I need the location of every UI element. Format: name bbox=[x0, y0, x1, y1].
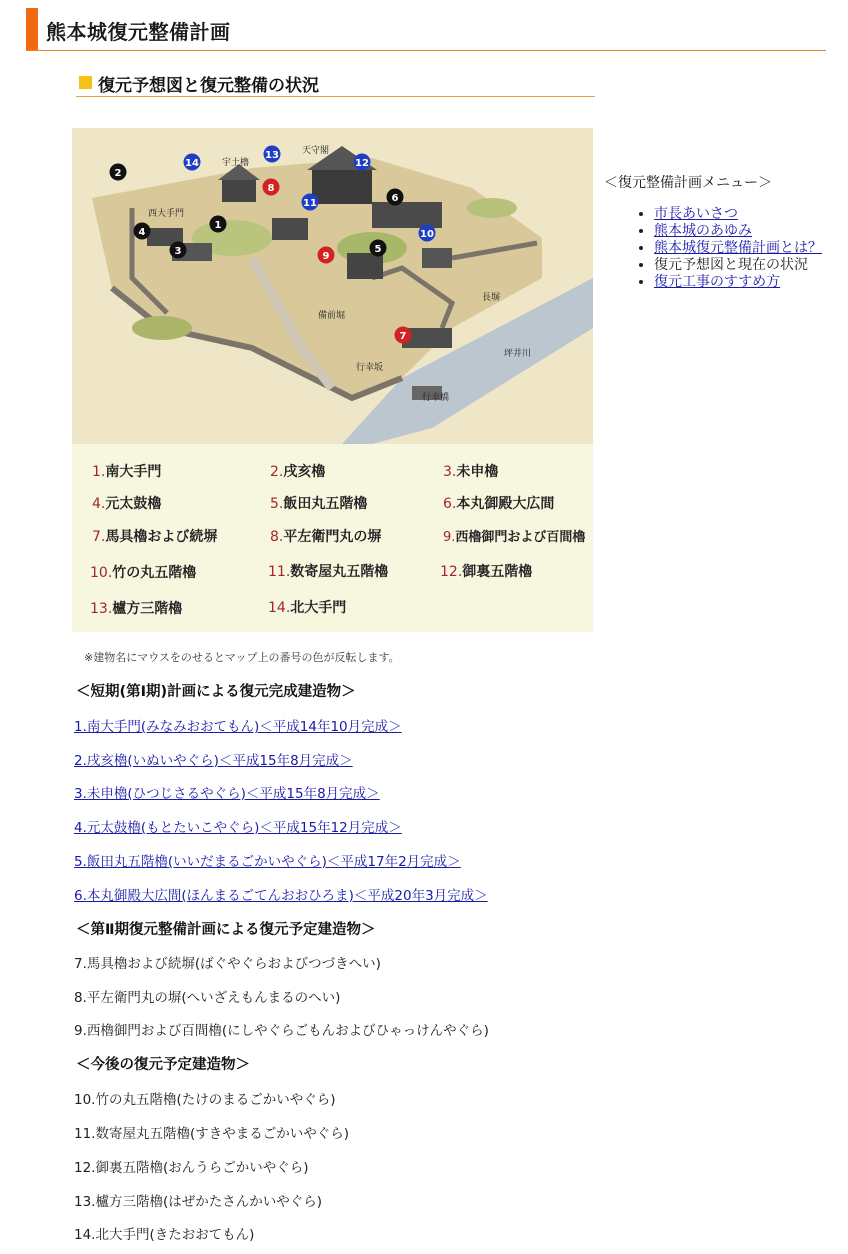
svg-text:14: 14 bbox=[185, 158, 199, 169]
svg-text:2: 2 bbox=[114, 168, 122, 179]
legend-item[interactable]: 8.平左衛門丸の塀 bbox=[270, 529, 382, 545]
legend-item[interactable]: 10.竹の丸五階櫓 bbox=[90, 565, 197, 581]
map-label-tsuboigawa: 坪井川 bbox=[504, 349, 532, 359]
building-item: 14.北大手門(きたおおてもん) bbox=[74, 1227, 255, 1243]
legend-item[interactable]: 12.御裏五階櫓 bbox=[440, 564, 533, 580]
legend-item[interactable]: 6.本丸御殿大広間 bbox=[443, 496, 555, 512]
map-marker-11 bbox=[302, 194, 319, 211]
svg-text:3: 3 bbox=[174, 246, 182, 257]
building-link[interactable]: 3.未申櫓(ひつじさるやぐら)＜平成15年8月完成＞ bbox=[74, 786, 380, 802]
page-title: 熊本城復元整備計画 bbox=[46, 20, 231, 44]
map-marker-9 bbox=[318, 247, 335, 264]
map-marker-13 bbox=[264, 146, 281, 163]
group-heading-future: ＜今後の復元予定建造物＞ bbox=[76, 1057, 250, 1073]
menu-link-greeting[interactable]: 市長あいさつ bbox=[654, 206, 738, 222]
building-link[interactable]: 4.元太鼓櫓(もとたいこやぐら)＜平成15年12月完成＞ bbox=[74, 820, 402, 836]
building-item: 12.御裏五階櫓(おんうらごかいやぐら) bbox=[74, 1160, 309, 1176]
side-menu-item[interactable] bbox=[654, 274, 824, 291]
legend-item[interactable]: 13.櫨方三階櫓 bbox=[90, 601, 183, 617]
map-label-nishiotemon: 西大手門 bbox=[148, 209, 185, 219]
building-link[interactable]: 2.戌亥櫓(いぬいやぐら)＜平成15年8月完成＞ bbox=[74, 753, 353, 769]
svg-text:13: 13 bbox=[265, 150, 279, 161]
building-item: 11.数寄屋丸五階櫓(すきやまるごかいやぐら) bbox=[74, 1126, 350, 1142]
svg-text:1: 1 bbox=[214, 220, 222, 231]
svg-text:5: 5 bbox=[374, 244, 382, 255]
map-marker-5 bbox=[370, 240, 387, 257]
side-menu-item bbox=[654, 257, 824, 274]
map-label-tenshukaku: 天守閣 bbox=[302, 146, 330, 156]
svg-text:11: 11 bbox=[303, 198, 317, 209]
svg-text:10: 10 bbox=[420, 229, 434, 240]
hover-note: ※建物名にマウスをのせるとマップ上の番号の色が反転します。 bbox=[84, 651, 400, 664]
map-marker-7 bbox=[395, 327, 412, 344]
map-marker-4 bbox=[134, 223, 151, 240]
legend-item[interactable]: 7.馬具櫓および続塀 bbox=[92, 529, 218, 545]
map-marker-8 bbox=[263, 179, 280, 196]
menu-link-construction[interactable]: 復元工事のすすめ方 bbox=[654, 274, 781, 290]
building-link[interactable]: 1.南大手門(みなみおおてもん)＜平成14年10月完成＞ bbox=[74, 719, 402, 735]
legend-item[interactable]: 4.元太鼓櫓 bbox=[92, 496, 162, 512]
svg-text:4: 4 bbox=[138, 227, 146, 238]
side-menu-item[interactable] bbox=[654, 223, 824, 240]
section-heading-text: 復元予想図と復元整備の状況 bbox=[98, 76, 319, 96]
map-marker-6 bbox=[387, 189, 404, 206]
map-label-udoyagura: 宇土櫓 bbox=[222, 158, 250, 168]
map-marker-2 bbox=[110, 164, 127, 181]
building-item: 13.櫨方三階櫓(はぜかたさんかいやぐら) bbox=[74, 1194, 323, 1210]
side-menu-item[interactable] bbox=[654, 206, 824, 223]
side-menu-list bbox=[604, 206, 824, 291]
svg-text:9: 9 bbox=[322, 251, 330, 262]
map-marker-14 bbox=[184, 154, 201, 171]
building-item: 9.西櫓御門および百間櫓(にしやぐらごもんおよびひゃっけんやぐら) bbox=[74, 1023, 489, 1039]
header-accent-bar bbox=[26, 8, 38, 50]
building-item: 8.平左衛門丸の塀(へいざえもんまるのへい) bbox=[74, 990, 341, 1006]
map-label-miyukibashi: 行幸橋 bbox=[422, 393, 450, 403]
legend-item[interactable]: 2.戌亥櫓 bbox=[270, 464, 326, 480]
page-header bbox=[26, 8, 826, 51]
side-menu-heading: ＜復元整備計画メニュー＞ bbox=[604, 175, 772, 191]
svg-text:6: 6 bbox=[391, 193, 399, 204]
legend-item[interactable]: 11.数寄屋丸五階櫓 bbox=[268, 564, 389, 580]
menu-current-page: 復元予想図と現在の状況 bbox=[654, 257, 808, 273]
side-menu-item[interactable] bbox=[654, 240, 824, 257]
group-heading-phase1: ＜短期(第Ⅰ期)計画による復元完成建造物＞ bbox=[76, 684, 356, 700]
group-heading-phase2: ＜第Ⅱ期復元整備計画による復元予定建造物＞ bbox=[76, 922, 376, 938]
building-legend bbox=[72, 444, 593, 632]
menu-link-plan-about[interactable]: 熊本城復元整備計画とは？ bbox=[654, 240, 822, 256]
map-label-bizenbori: 備前堀 bbox=[318, 311, 346, 321]
map-marker-10 bbox=[419, 225, 436, 242]
svg-text:12: 12 bbox=[355, 158, 369, 169]
map-marker-12 bbox=[354, 154, 371, 171]
map-label-nagabei: 長塀 bbox=[482, 293, 501, 303]
legend-item[interactable]: 3.未申櫓 bbox=[443, 464, 499, 480]
heading-square-icon bbox=[79, 76, 92, 89]
building-item: 7.馬具櫓および続塀(ばぐやぐらおよびつづきへい) bbox=[74, 956, 381, 972]
building-link[interactable]: 5.飯田丸五階櫓(いいだまるごかいやぐら)＜平成17年2月完成＞ bbox=[74, 854, 461, 870]
legend-item[interactable]: 5.飯田丸五階櫓 bbox=[270, 496, 368, 512]
svg-text:7: 7 bbox=[399, 331, 407, 342]
menu-link-history[interactable]: 熊本城のあゆみ bbox=[654, 223, 752, 239]
map-marker-3 bbox=[170, 242, 187, 259]
section-heading bbox=[76, 70, 595, 97]
legend-item[interactable]: 14.北大手門 bbox=[268, 600, 347, 616]
side-menu bbox=[604, 172, 824, 291]
map-marker-1 bbox=[210, 216, 227, 233]
legend-item[interactable]: 1.南大手門 bbox=[92, 464, 162, 480]
building-item: 10.竹の丸五階櫓(たけのまるごかいやぐら) bbox=[74, 1092, 336, 1108]
legend-item[interactable]: 9.西櫓御門および百間櫓 bbox=[443, 530, 586, 545]
castle-map bbox=[72, 128, 593, 444]
castle-map-illustration bbox=[72, 128, 593, 444]
map-label-miyukizaka: 行幸坂 bbox=[356, 363, 384, 373]
svg-text:8: 8 bbox=[267, 183, 275, 194]
building-link[interactable]: 6.本丸御殿大広間(ほんまるごてんおおひろま)＜平成20年3月完成＞ bbox=[74, 888, 488, 904]
